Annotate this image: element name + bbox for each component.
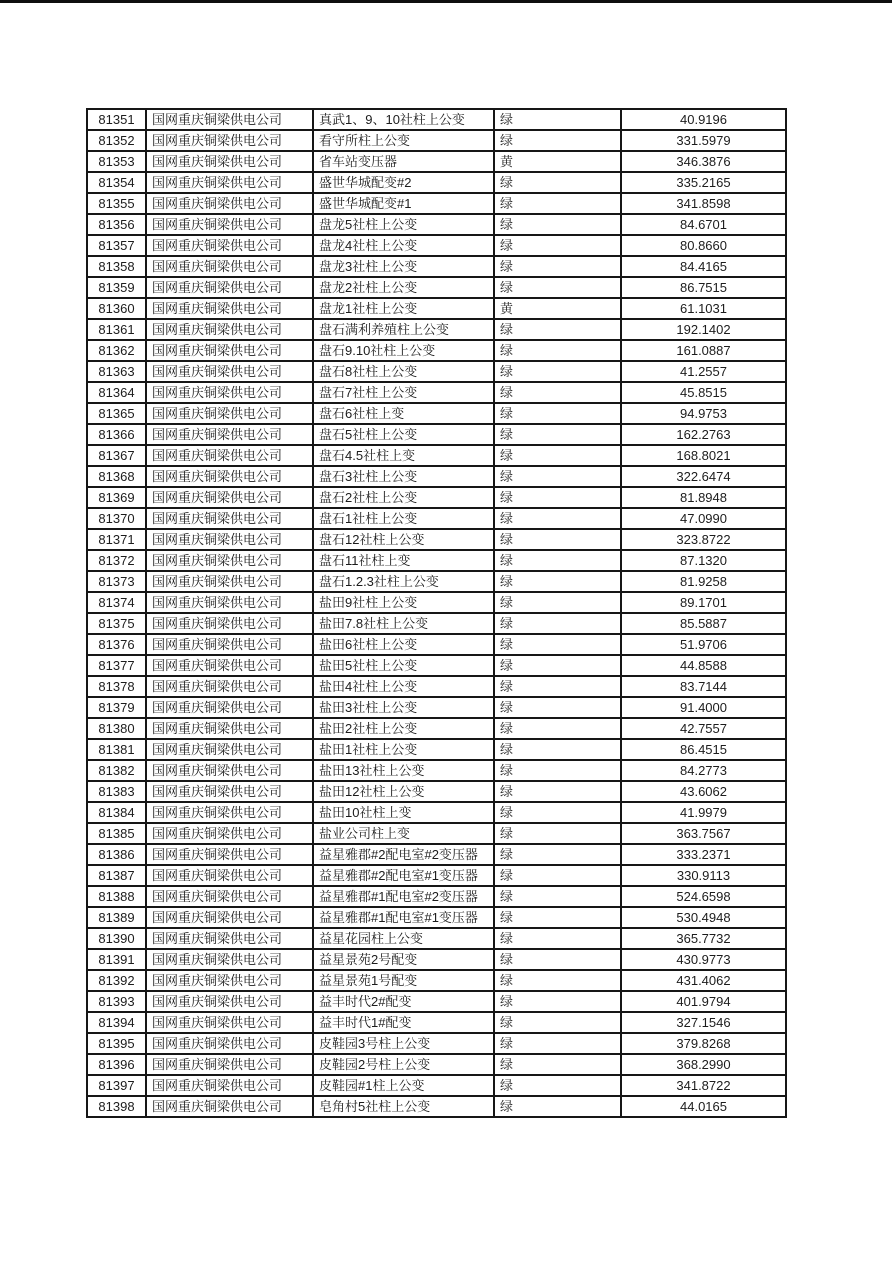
row-company-cell: 国网重庆铜梁供电公司: [146, 403, 313, 424]
row-value-cell: 84.6701: [621, 214, 786, 235]
row-id-cell: 81380: [87, 718, 146, 739]
row-id-cell: 81372: [87, 550, 146, 571]
row-company-cell: 国网重庆铜梁供电公司: [146, 256, 313, 277]
row-device-cell: 益星景苑1号配变: [313, 970, 494, 991]
row-status-cell: 绿: [494, 172, 621, 193]
row-id-cell: 81365: [87, 403, 146, 424]
table-row: [87, 1054, 786, 1075]
row-status-cell: 绿: [494, 508, 621, 529]
row-id-cell: 81369: [87, 487, 146, 508]
row-status-cell: 绿: [494, 487, 621, 508]
row-device-cell: 盘龙5社柱上公变: [313, 214, 494, 235]
table-row: [87, 802, 786, 823]
row-value-cell: 323.8722: [621, 529, 786, 550]
row-value-cell: 379.8268: [621, 1033, 786, 1054]
row-status-cell: 绿: [494, 823, 621, 844]
row-device-cell: 皮鞋园3号柱上公变: [313, 1033, 494, 1054]
table-row: [87, 508, 786, 529]
row-company-cell: 国网重庆铜梁供电公司: [146, 865, 313, 886]
row-id-cell: 81390: [87, 928, 146, 949]
row-status-cell: 绿: [494, 445, 621, 466]
row-device-cell: 盘石8社柱上公变: [313, 361, 494, 382]
table-row: [87, 781, 786, 802]
row-value-cell: 86.7515: [621, 277, 786, 298]
row-id-cell: 81389: [87, 907, 146, 928]
table-row: [87, 403, 786, 424]
row-company-cell: 国网重庆铜梁供电公司: [146, 634, 313, 655]
row-status-cell: 绿: [494, 970, 621, 991]
row-company-cell: 国网重庆铜梁供电公司: [146, 340, 313, 361]
table-row: [87, 298, 786, 319]
row-status-cell: 绿: [494, 550, 621, 571]
table-row: [87, 382, 786, 403]
row-company-cell: 国网重庆铜梁供电公司: [146, 1054, 313, 1075]
row-company-cell: 国网重庆铜梁供电公司: [146, 193, 313, 214]
table-row: [87, 424, 786, 445]
device-table: [86, 108, 787, 1118]
table-row: [87, 907, 786, 928]
row-company-cell: 国网重庆铜梁供电公司: [146, 466, 313, 487]
table-row: [87, 487, 786, 508]
row-id-cell: 81351: [87, 109, 146, 130]
row-device-cell: 盘石11社柱上变: [313, 550, 494, 571]
row-id-cell: 81371: [87, 529, 146, 550]
row-device-cell: 盛世华城配变#1: [313, 193, 494, 214]
table-row: [87, 130, 786, 151]
row-value-cell: 94.9753: [621, 403, 786, 424]
row-status-cell: 绿: [494, 193, 621, 214]
row-device-cell: 盐田1社柱上公变: [313, 739, 494, 760]
row-status-cell: 绿: [494, 655, 621, 676]
row-device-cell: 盛世华城配变#2: [313, 172, 494, 193]
row-company-cell: 国网重庆铜梁供电公司: [146, 592, 313, 613]
table-row: [87, 571, 786, 592]
row-id-cell: 81378: [87, 676, 146, 697]
row-value-cell: 40.9196: [621, 109, 786, 130]
row-value-cell: 368.2990: [621, 1054, 786, 1075]
row-device-cell: 盘石1社柱上公变: [313, 508, 494, 529]
row-value-cell: 61.1031: [621, 298, 786, 319]
row-status-cell: 黄: [494, 151, 621, 172]
table-row: [87, 529, 786, 550]
row-company-cell: 国网重庆铜梁供电公司: [146, 1033, 313, 1054]
row-id-cell: 81361: [87, 319, 146, 340]
row-status-cell: 绿: [494, 1075, 621, 1096]
row-id-cell: 81364: [87, 382, 146, 403]
row-id-cell: 81352: [87, 130, 146, 151]
row-status-cell: 绿: [494, 571, 621, 592]
table-row: [87, 844, 786, 865]
row-value-cell: 161.0887: [621, 340, 786, 361]
row-device-cell: 盘龙2社柱上公变: [313, 277, 494, 298]
row-device-cell: 盘石5社柱上公变: [313, 424, 494, 445]
row-status-cell: 绿: [494, 844, 621, 865]
row-company-cell: 国网重庆铜梁供电公司: [146, 928, 313, 949]
row-device-cell: 盘石7社柱上公变: [313, 382, 494, 403]
table-row: [87, 193, 786, 214]
row-status-cell: 绿: [494, 592, 621, 613]
row-device-cell: 盘石满利养殖柱上公变: [313, 319, 494, 340]
row-device-cell: 盘龙4社柱上公变: [313, 235, 494, 256]
table-row: [87, 445, 786, 466]
row-value-cell: 430.9773: [621, 949, 786, 970]
row-company-cell: 国网重庆铜梁供电公司: [146, 361, 313, 382]
table-row: [87, 592, 786, 613]
row-status-cell: 绿: [494, 760, 621, 781]
table-row: [87, 865, 786, 886]
row-id-cell: 81398: [87, 1096, 146, 1117]
row-device-cell: 盘龙1社柱上公变: [313, 298, 494, 319]
table-row: [87, 991, 786, 1012]
row-device-cell: 益星雅郡#2配电室#1变压器: [313, 865, 494, 886]
table-row: [87, 823, 786, 844]
row-device-cell: 盐田4社柱上公变: [313, 676, 494, 697]
row-status-cell: 绿: [494, 277, 621, 298]
row-company-cell: 国网重庆铜梁供电公司: [146, 739, 313, 760]
table-row: [87, 697, 786, 718]
row-company-cell: 国网重庆铜梁供电公司: [146, 130, 313, 151]
row-device-cell: 益星景苑2号配变: [313, 949, 494, 970]
row-company-cell: 国网重庆铜梁供电公司: [146, 424, 313, 445]
row-value-cell: 42.7557: [621, 718, 786, 739]
row-value-cell: 85.5887: [621, 613, 786, 634]
row-value-cell: 530.4948: [621, 907, 786, 928]
row-status-cell: 绿: [494, 802, 621, 823]
row-company-cell: 国网重庆铜梁供电公司: [146, 1096, 313, 1117]
row-status-cell: 绿: [494, 529, 621, 550]
row-status-cell: 绿: [494, 130, 621, 151]
row-id-cell: 81384: [87, 802, 146, 823]
row-company-cell: 国网重庆铜梁供电公司: [146, 676, 313, 697]
row-company-cell: 国网重庆铜梁供电公司: [146, 319, 313, 340]
row-company-cell: 国网重庆铜梁供电公司: [146, 970, 313, 991]
table-row: [87, 151, 786, 172]
row-status-cell: 绿: [494, 928, 621, 949]
row-value-cell: 84.2773: [621, 760, 786, 781]
row-value-cell: 84.4165: [621, 256, 786, 277]
row-value-cell: 162.2763: [621, 424, 786, 445]
row-value-cell: 335.2165: [621, 172, 786, 193]
row-device-cell: 盘石1.2.3社柱上公变: [313, 571, 494, 592]
row-company-cell: 国网重庆铜梁供电公司: [146, 907, 313, 928]
table-row: [87, 1012, 786, 1033]
row-status-cell: 绿: [494, 781, 621, 802]
table-row: [87, 1096, 786, 1117]
table-row: [87, 970, 786, 991]
table-row: [87, 172, 786, 193]
table-row: [87, 634, 786, 655]
row-company-cell: 国网重庆铜梁供电公司: [146, 298, 313, 319]
row-id-cell: 81388: [87, 886, 146, 907]
row-company-cell: 国网重庆铜梁供电公司: [146, 235, 313, 256]
row-value-cell: 51.9706: [621, 634, 786, 655]
row-device-cell: 益丰时代2#配变: [313, 991, 494, 1012]
table-row: [87, 718, 786, 739]
row-value-cell: 327.1546: [621, 1012, 786, 1033]
row-device-cell: 盐田12社柱上公变: [313, 781, 494, 802]
table-row: [87, 109, 786, 130]
row-device-cell: 益星花园柱上公变: [313, 928, 494, 949]
row-id-cell: 81355: [87, 193, 146, 214]
row-status-cell: 绿: [494, 949, 621, 970]
row-value-cell: 524.6598: [621, 886, 786, 907]
row-status-cell: 绿: [494, 403, 621, 424]
row-company-cell: 国网重庆铜梁供电公司: [146, 949, 313, 970]
row-value-cell: 87.1320: [621, 550, 786, 571]
row-value-cell: 81.9258: [621, 571, 786, 592]
device-table-body: [87, 109, 786, 1117]
row-device-cell: 盐田10社柱上变: [313, 802, 494, 823]
row-value-cell: 86.4515: [621, 739, 786, 760]
row-device-cell: 盐田7.8社柱上公变: [313, 613, 494, 634]
row-device-cell: 看守所柱上公变: [313, 130, 494, 151]
row-id-cell: 81362: [87, 340, 146, 361]
row-value-cell: 168.8021: [621, 445, 786, 466]
row-id-cell: 81363: [87, 361, 146, 382]
row-status-cell: 绿: [494, 697, 621, 718]
row-status-cell: 绿: [494, 361, 621, 382]
row-value-cell: 41.9979: [621, 802, 786, 823]
row-company-cell: 国网重庆铜梁供电公司: [146, 760, 313, 781]
row-device-cell: 盘石4.5社柱上变: [313, 445, 494, 466]
row-id-cell: 81367: [87, 445, 146, 466]
row-id-cell: 81379: [87, 697, 146, 718]
row-value-cell: 41.2557: [621, 361, 786, 382]
row-device-cell: 皮鞋园2号柱上公变: [313, 1054, 494, 1075]
row-company-cell: 国网重庆铜梁供电公司: [146, 214, 313, 235]
row-value-cell: 341.8722: [621, 1075, 786, 1096]
table-row: [87, 949, 786, 970]
row-id-cell: 81359: [87, 277, 146, 298]
table-row: [87, 277, 786, 298]
row-value-cell: 346.3876: [621, 151, 786, 172]
row-id-cell: 81392: [87, 970, 146, 991]
row-value-cell: 431.4062: [621, 970, 786, 991]
table-row: [87, 235, 786, 256]
row-id-cell: 81386: [87, 844, 146, 865]
row-status-cell: 绿: [494, 865, 621, 886]
table-row: [87, 319, 786, 340]
row-id-cell: 81373: [87, 571, 146, 592]
row-id-cell: 81387: [87, 865, 146, 886]
row-id-cell: 81376: [87, 634, 146, 655]
row-company-cell: 国网重庆铜梁供电公司: [146, 550, 313, 571]
row-status-cell: 绿: [494, 613, 621, 634]
row-value-cell: 331.5979: [621, 130, 786, 151]
row-company-cell: 国网重庆铜梁供电公司: [146, 445, 313, 466]
table-row: [87, 676, 786, 697]
row-company-cell: 国网重庆铜梁供电公司: [146, 151, 313, 172]
row-id-cell: 81395: [87, 1033, 146, 1054]
row-device-cell: 益星雅郡#2配电室#2变压器: [313, 844, 494, 865]
row-value-cell: 43.6062: [621, 781, 786, 802]
row-device-cell: 益星雅郡#1配电室#2变压器: [313, 886, 494, 907]
row-status-cell: 绿: [494, 424, 621, 445]
row-id-cell: 81358: [87, 256, 146, 277]
row-id-cell: 81377: [87, 655, 146, 676]
row-value-cell: 89.1701: [621, 592, 786, 613]
row-id-cell: 81382: [87, 760, 146, 781]
row-device-cell: 盘石2社柱上公变: [313, 487, 494, 508]
row-value-cell: 83.7144: [621, 676, 786, 697]
row-device-cell: 真武1、9、10社柱上公变: [313, 109, 494, 130]
table-row: [87, 340, 786, 361]
row-company-cell: 国网重庆铜梁供电公司: [146, 844, 313, 865]
row-id-cell: 81353: [87, 151, 146, 172]
row-id-cell: 81383: [87, 781, 146, 802]
table-row: [87, 613, 786, 634]
row-device-cell: 盐田13社柱上公变: [313, 760, 494, 781]
row-status-cell: 绿: [494, 1012, 621, 1033]
row-id-cell: 81385: [87, 823, 146, 844]
row-status-cell: 绿: [494, 214, 621, 235]
row-device-cell: 省车站变压器: [313, 151, 494, 172]
row-value-cell: 330.9113: [621, 865, 786, 886]
table-row: [87, 739, 786, 760]
row-company-cell: 国网重庆铜梁供电公司: [146, 277, 313, 298]
row-status-cell: 绿: [494, 1054, 621, 1075]
row-status-cell: 绿: [494, 634, 621, 655]
row-status-cell: 绿: [494, 1096, 621, 1117]
row-status-cell: 绿: [494, 256, 621, 277]
row-id-cell: 81375: [87, 613, 146, 634]
row-value-cell: 44.0165: [621, 1096, 786, 1117]
row-value-cell: 44.8588: [621, 655, 786, 676]
row-value-cell: 80.8660: [621, 235, 786, 256]
row-company-cell: 国网重庆铜梁供电公司: [146, 571, 313, 592]
row-value-cell: 91.4000: [621, 697, 786, 718]
table-row: [87, 256, 786, 277]
table-row: [87, 655, 786, 676]
row-status-cell: 绿: [494, 319, 621, 340]
row-id-cell: 81397: [87, 1075, 146, 1096]
row-status-cell: 绿: [494, 382, 621, 403]
row-id-cell: 81357: [87, 235, 146, 256]
table-row: [87, 760, 786, 781]
row-company-cell: 国网重庆铜梁供电公司: [146, 886, 313, 907]
row-value-cell: 363.7567: [621, 823, 786, 844]
row-status-cell: 绿: [494, 235, 621, 256]
table-row: [87, 361, 786, 382]
table-row: [87, 886, 786, 907]
row-id-cell: 81391: [87, 949, 146, 970]
row-id-cell: 81374: [87, 592, 146, 613]
row-company-cell: 国网重庆铜梁供电公司: [146, 991, 313, 1012]
row-status-cell: 绿: [494, 991, 621, 1012]
row-status-cell: 绿: [494, 886, 621, 907]
row-status-cell: 黄: [494, 298, 621, 319]
row-device-cell: 盐田3社柱上公变: [313, 697, 494, 718]
row-company-cell: 国网重庆铜梁供电公司: [146, 382, 313, 403]
row-company-cell: 国网重庆铜梁供电公司: [146, 823, 313, 844]
table-row: [87, 1075, 786, 1096]
row-id-cell: 81366: [87, 424, 146, 445]
row-device-cell: 盘石3社柱上公变: [313, 466, 494, 487]
row-value-cell: 401.9794: [621, 991, 786, 1012]
row-status-cell: 绿: [494, 676, 621, 697]
row-status-cell: 绿: [494, 907, 621, 928]
table-row: [87, 1033, 786, 1054]
row-status-cell: 绿: [494, 109, 621, 130]
row-id-cell: 81370: [87, 508, 146, 529]
row-company-cell: 国网重庆铜梁供电公司: [146, 718, 313, 739]
row-id-cell: 81368: [87, 466, 146, 487]
row-company-cell: 国网重庆铜梁供电公司: [146, 1012, 313, 1033]
row-id-cell: 81356: [87, 214, 146, 235]
row-id-cell: 81396: [87, 1054, 146, 1075]
row-company-cell: 国网重庆铜梁供电公司: [146, 613, 313, 634]
row-id-cell: 81393: [87, 991, 146, 1012]
row-value-cell: 45.8515: [621, 382, 786, 403]
row-value-cell: 365.7732: [621, 928, 786, 949]
row-company-cell: 国网重庆铜梁供电公司: [146, 655, 313, 676]
row-status-cell: 绿: [494, 466, 621, 487]
row-id-cell: 81354: [87, 172, 146, 193]
row-status-cell: 绿: [494, 718, 621, 739]
row-device-cell: 盐田5社柱上公变: [313, 655, 494, 676]
row-device-cell: 盘龙3社柱上公变: [313, 256, 494, 277]
row-device-cell: 盐田9社柱上公变: [313, 592, 494, 613]
row-status-cell: 绿: [494, 340, 621, 361]
row-company-cell: 国网重庆铜梁供电公司: [146, 697, 313, 718]
row-id-cell: 81394: [87, 1012, 146, 1033]
page-top-rule: [0, 0, 892, 3]
row-company-cell: 国网重庆铜梁供电公司: [146, 109, 313, 130]
row-value-cell: 333.2371: [621, 844, 786, 865]
row-status-cell: 绿: [494, 1033, 621, 1054]
row-device-cell: 盘石6社柱上变: [313, 403, 494, 424]
row-id-cell: 81381: [87, 739, 146, 760]
row-value-cell: 47.0990: [621, 508, 786, 529]
row-value-cell: 341.8598: [621, 193, 786, 214]
row-company-cell: 国网重庆铜梁供电公司: [146, 802, 313, 823]
table-row: [87, 466, 786, 487]
table-row: [87, 214, 786, 235]
row-company-cell: 国网重庆铜梁供电公司: [146, 781, 313, 802]
row-company-cell: 国网重庆铜梁供电公司: [146, 487, 313, 508]
table-row: [87, 928, 786, 949]
row-device-cell: 盐田2社柱上公变: [313, 718, 494, 739]
row-id-cell: 81360: [87, 298, 146, 319]
row-company-cell: 国网重庆铜梁供电公司: [146, 1075, 313, 1096]
row-device-cell: 盘石12社柱上公变: [313, 529, 494, 550]
row-value-cell: 322.6474: [621, 466, 786, 487]
row-device-cell: 盐田6社柱上公变: [313, 634, 494, 655]
row-device-cell: 皮鞋园#1柱上公变: [313, 1075, 494, 1096]
row-company-cell: 国网重庆铜梁供电公司: [146, 172, 313, 193]
table-row: [87, 550, 786, 571]
row-device-cell: 皂角村5社柱上公变: [313, 1096, 494, 1117]
row-value-cell: 81.8948: [621, 487, 786, 508]
row-device-cell: 益星雅郡#1配电室#1变压器: [313, 907, 494, 928]
row-device-cell: 盘石9.10社柱上公变: [313, 340, 494, 361]
row-device-cell: 益丰时代1#配变: [313, 1012, 494, 1033]
row-company-cell: 国网重庆铜梁供电公司: [146, 508, 313, 529]
row-device-cell: 盐业公司柱上变: [313, 823, 494, 844]
row-value-cell: 192.1402: [621, 319, 786, 340]
row-status-cell: 绿: [494, 739, 621, 760]
row-company-cell: 国网重庆铜梁供电公司: [146, 529, 313, 550]
